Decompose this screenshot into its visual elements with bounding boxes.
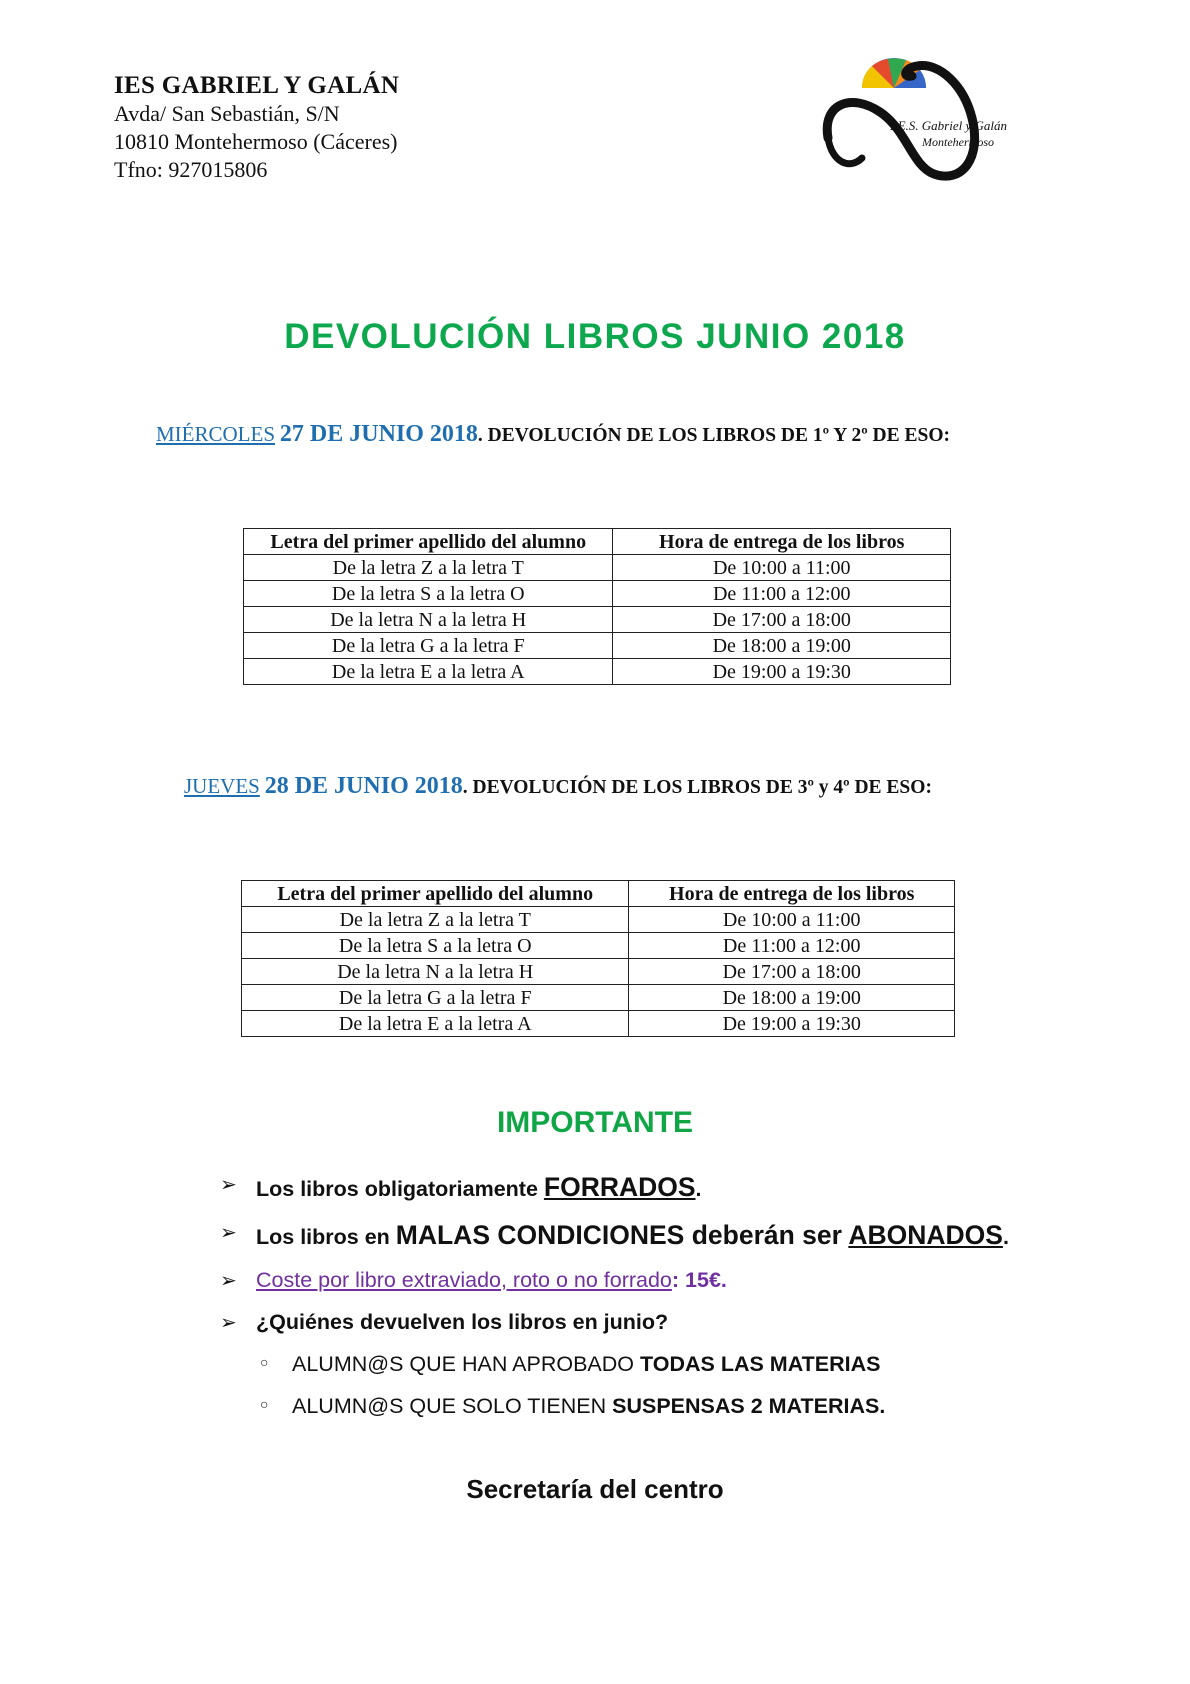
time-cell: De 17:00 a 18:00 [613, 607, 951, 633]
school-phone: Tfno: 927015806 [114, 157, 268, 182]
note-malas-condiciones: ➢ Los libros en MALAS CONDICIONES deberán ser ABONADOS. [220, 1220, 1009, 1250]
time-cell: De 11:00 a 12:00 [629, 933, 955, 959]
arrow-bullet-icon: ➢ [220, 1312, 237, 1334]
time-cell: De 19:00 a 19:30 [629, 1011, 955, 1037]
column-header: Letra del primer apellido del alumno [242, 881, 629, 907]
school-city: 10810 Montehermoso (Cáceres) [114, 129, 398, 154]
note-quienes: ➢ ¿Quiénes devuelven los libros en junio? [220, 1310, 669, 1334]
logo-text-line2: Montehermoso [922, 135, 994, 149]
time-cell: De 17:00 a 18:00 [629, 959, 955, 985]
column-header: Hora de entrega de los libros [613, 529, 951, 555]
emph-forrados: FORRADOS [543, 1172, 696, 1202]
page-title: DEVOLUCIÓN LIBROS JUNIO 2018 [284, 317, 906, 356]
note-coste: ➢ Coste por libro extraviado, roto o no forrado: 15€. [220, 1268, 727, 1292]
sub-note-suspensas: ○ ALUMN@S QUE SOLO TIENEN SUSPENSAS 2 MATERIAS. [260, 1394, 886, 1418]
letter-range-cell: De la letra G a la letra F [242, 985, 629, 1011]
day2-description: . DEVOLUCIÓN DE LOS LIBROS DE 3º y 4º DE ESO: [462, 777, 932, 798]
day1-description: . DEVOLUCIÓN DE LOS LIBROS DE 1º Y 2º DE ESO: [477, 425, 950, 446]
arrow-bullet-icon: ➢ [220, 1270, 237, 1292]
time-cell: De 10:00 a 11:00 [613, 555, 951, 581]
coste-link[interactable]: Coste por libro extraviado, roto o no forrado [256, 1268, 672, 1292]
time-cell: De 10:00 a 11:00 [629, 907, 955, 933]
column-header: Letra del primer apellido del alumno [244, 529, 613, 555]
circle-bullet-icon: ○ [260, 1354, 269, 1370]
note-forrados: ➢ Los libros obligatoriamente FORRADOS. [220, 1172, 702, 1202]
emph-abonados: ABONADOS [848, 1220, 1003, 1250]
school-address: Avda/ San Sebastián, S/N [114, 101, 340, 126]
sub-note-aprobado: ○ ALUMN@S QUE HAN APROBADO TODAS LAS MATERIAS [260, 1352, 881, 1376]
arrow-bullet-icon: ➢ [220, 1222, 237, 1244]
column-header: Hora de entrega de los libros [629, 881, 955, 907]
day2-name: JUEVES [184, 774, 260, 798]
time-cell: De 11:00 a 12:00 [613, 581, 951, 607]
letter-range-cell: De la letra Z a la letra T [242, 907, 629, 933]
letter-range-cell: De la letra E a la letra A [242, 1011, 629, 1037]
price: 15€ [679, 1268, 721, 1292]
letter-range-cell: De la letra Z a la letra T [244, 555, 613, 581]
letter-range-cell: De la letra S a la letra O [242, 933, 629, 959]
letter-range-cell: De la letra S a la letra O [244, 581, 613, 607]
letter-range-cell: De la letra G a la letra F [244, 633, 613, 659]
letter-range-cell: De la letra E a la letra A [244, 659, 613, 685]
circle-bullet-icon: ○ [260, 1396, 269, 1412]
letter-range-cell: De la letra N a la letra H [244, 607, 613, 633]
important-heading: IMPORTANTE [496, 1106, 694, 1139]
signature: Secretaría del centro [466, 1474, 724, 1504]
day1-name: MIÉRCOLES [156, 422, 276, 446]
time-cell: De 18:00 a 19:00 [629, 985, 955, 1011]
arrow-bullet-icon: ➢ [220, 1174, 237, 1196]
letter-range-cell: De la letra N a la letra H [242, 959, 629, 985]
day1-date: 27 DE JUNIO 2018 [279, 421, 478, 447]
time-cell: De 18:00 a 19:00 [613, 633, 951, 659]
emph-malas-condiciones: MALAS CONDICIONES [395, 1220, 685, 1250]
school-name: IES GABRIEL Y GALÁN [114, 72, 400, 99]
time-cell: De 19:00 a 19:30 [613, 659, 951, 685]
logo-text-line1: I.E.S. Gabriel y Galán [890, 118, 1007, 133]
day2-date: 28 DE JUNIO 2018 [264, 773, 463, 799]
